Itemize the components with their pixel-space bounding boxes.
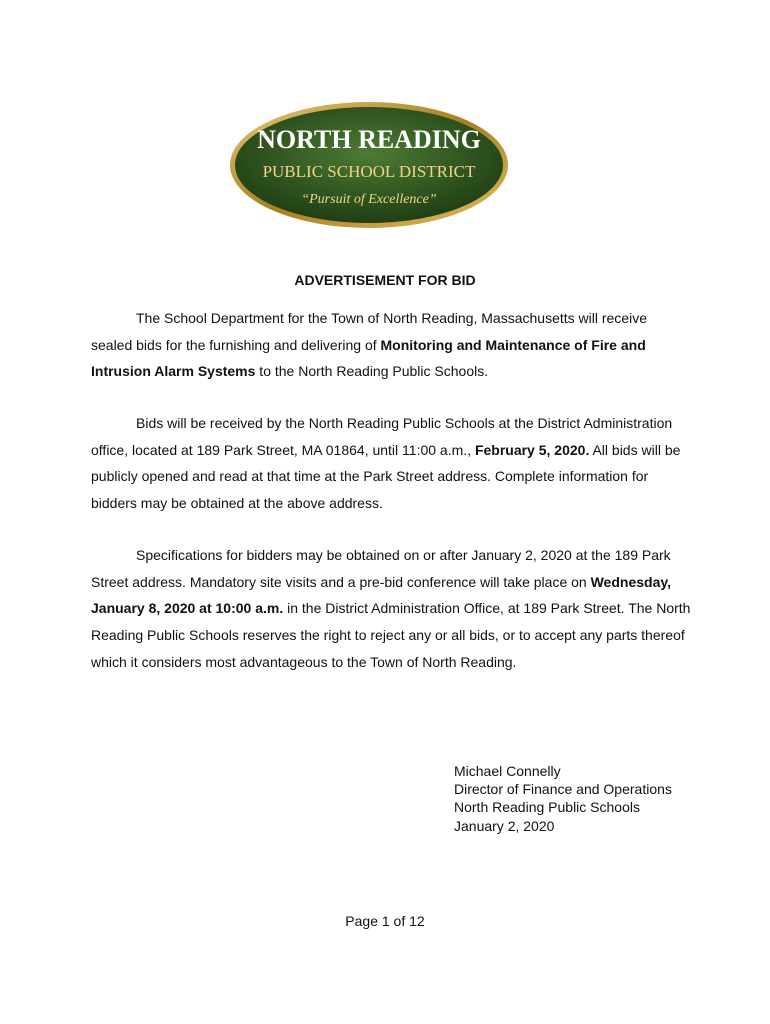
paragraph-emphasis: Monitoring and Maintenance of Fire and Intrusion Alarm Systems [91, 336, 646, 380]
paragraph-specifications [91, 542, 691, 676]
paragraph-text: The School Department for the Town of North Reading, Massachusetts will receive sealed bids for the furnishing and delivering of [91, 310, 647, 353]
signature-block [454, 762, 672, 835]
paragraph-bid-deadline [91, 410, 691, 517]
logo-motto: “Pursuit of Excellence” [301, 192, 437, 207]
paragraph-text: Specifications for bidders may be obtained on or after January 2, 2020 at the 189 Park Street address. Mandatory site visits and a pre-bid conference will take place on [91, 547, 671, 590]
paragraph-bid-intro [91, 305, 691, 385]
district-logo [228, 100, 510, 230]
signature-date: January 2, 2020 [454, 817, 555, 834]
paragraph-emphasis: February 5, 2020. [474, 441, 590, 458]
document-title: ADVERTISEMENT FOR BID [294, 272, 476, 288]
paragraph-emphasis: Wednesday, January 8, 2020 at 10:00 a.m. [91, 573, 671, 617]
paragraph-text: Bids will be received by the North Reading Public Schools at the District Administration office, located at 189 Park Street, MA 01864, until 11:00 a.m., [91, 415, 673, 458]
logo-line2: PUBLIC SCHOOL DISTRICT [262, 162, 476, 181]
logo-line1: NORTH READING [257, 125, 481, 154]
signer-position: Director of Finance and Operations [454, 781, 672, 798]
page-number: Page 1 of 12 [345, 913, 425, 929]
paragraph-text: in the District Administration Office, at 189 Park Street. The North Reading Public Schools reserves the right to reject any or all bids, or to accept any parts thereof which it considers most advantageous to the Town of North Reading. [91, 600, 691, 670]
paragraph-text: All bids will be publicly opened and read at that time at the Park Street address. Complete information for bidders may be obtained at the above address. [91, 441, 681, 512]
paragraph-text: to the North Reading Public Schools. [255, 363, 489, 380]
signer-organization: North Reading Public Schools [454, 799, 640, 816]
signer-name: Michael Connelly [454, 763, 561, 779]
